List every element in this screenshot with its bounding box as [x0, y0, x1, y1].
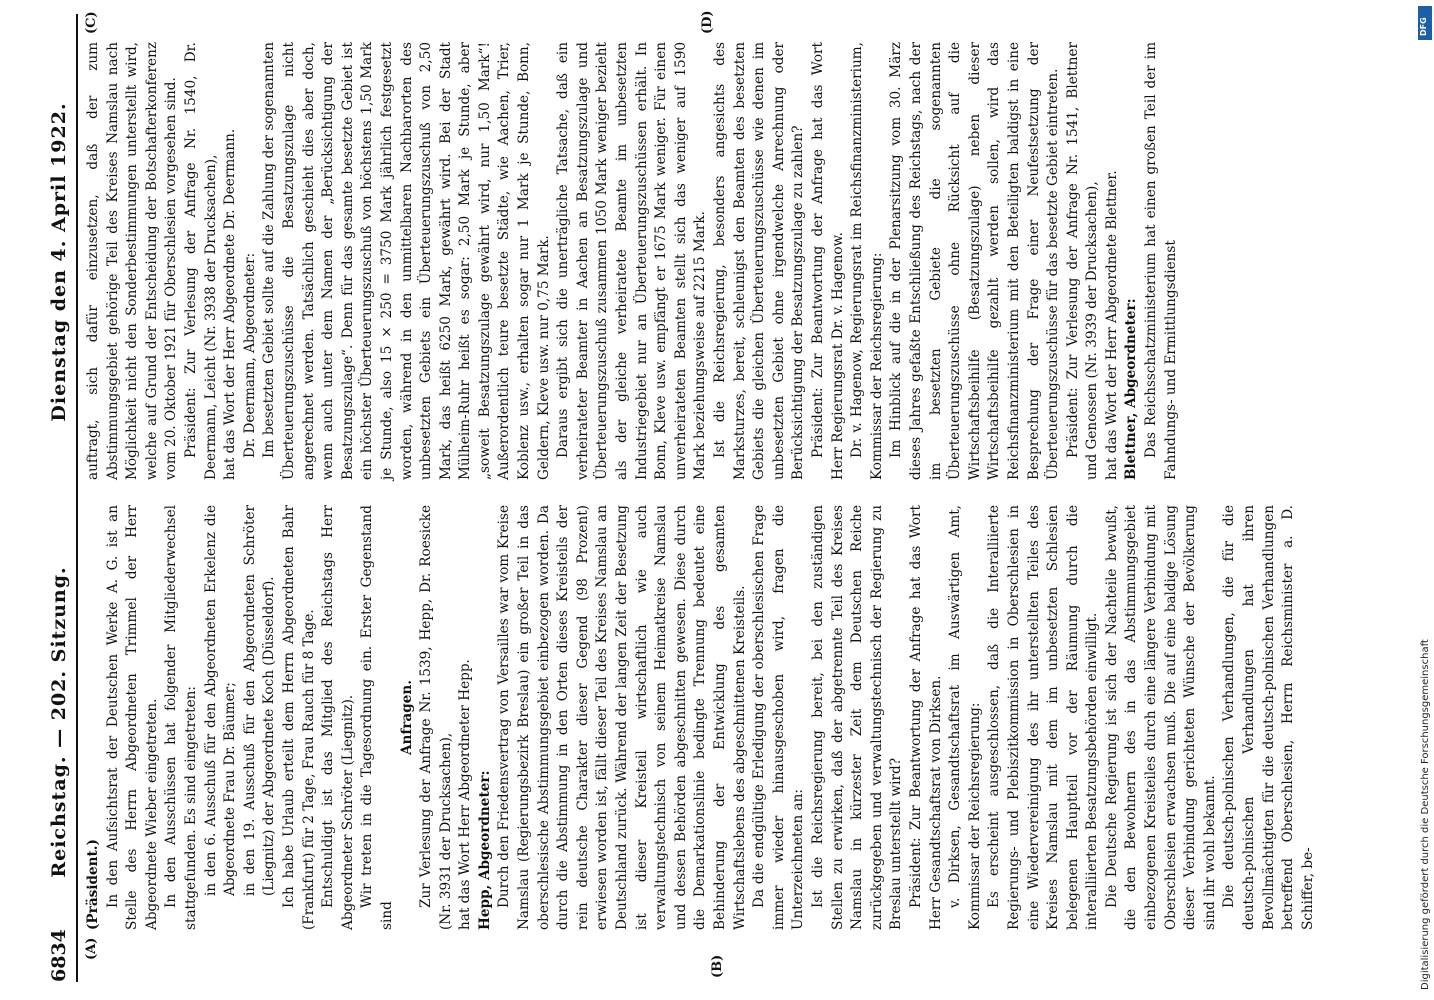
speaker-line: Blettner, Abgeordneter:	[1123, 298, 1140, 480]
paragraph: Im Hinblick auf die in der Plenarsitzung vom 30. März dieses Jahres gefaßte Entschließung des Reichstags, nach der im besetzten Gebiete die sogenannten Überteuerungszuschüsse ohne Rücksicht auf die Wirtschaftsbeihilfe (Besatzungszulage) neben dieser Wirtschaftsbeihilfe gezahlt werden sollen, wird das Reichsfinanzministerium mit den Beteiligten baldigst in eine Besprechung der Frage einer Neufestsetzung der Überteuerungszuschüsse für das besetzte Gebiet eintreten.	[888, 42, 1062, 480]
paragraph: hat das Wort der Herr Abgeordnete Blettner.	[1103, 170, 1120, 480]
credit-text: Digitalisierung gefördert durch die Deutsche Forschungsgemeinschaft	[1420, 639, 1431, 990]
paragraph: In den Ausschüssen hat folgender Mitgliederwechsel stattgefunden. Es sind eingetreten:	[163, 505, 199, 930]
margin-marker-b: (B)	[710, 954, 725, 978]
paragraph: Zur Verlesung der Anfrage Nr. 1539, Hepp, Dr. Roesicke (Nr. 3931 der Drucksachen),	[418, 505, 454, 930]
page-header	[40, 14, 78, 982]
left-text-column	[84, 505, 1316, 930]
right-text-column	[84, 42, 1209, 480]
paragraph: Daraus ergibt sich die unerträgliche Tatsache, daß ein verheirateter Beamter in Aachen an Besatzungszulage und Überteuerungszuschuß zusammen 1050 Mark weniger bezieht als der gleiche verheiratete Beamte im unbesetzten Industriegebiet nur an Überteuerungszuschüssen erhält. In Bonn, Kleve usw. empfängt er 1675 Mark weniger. Für einen unverheirateten Beamten stellt sich das weniger auf 1590 Mark beziehungsweise auf 2215 Mark.	[555, 42, 709, 480]
paragraph: Präsident: Zur Beantwortung der Anfrage hat das Wort Herr Gesandtschaftsrat von Dirksen.	[907, 505, 944, 930]
page-number: 6834	[48, 929, 70, 982]
speaker-line: Dr. Deermann, Abgeordneter:	[241, 252, 258, 458]
paragraph: in den 6. Ausschuß für den Abgeordneten Erkelenz die Abgeordnete Frau Dr. Bäumer;	[202, 505, 239, 896]
paragraph: Die Deutsche Regierung ist sich der Nachteile bewußt, die den Bewohnern des in das Abstimmungsgebiet einbezogenen Kreisteiles durch eine längere Verbindung mit Oberschlesien erwachsen muß. Die auf eine baldige Lösung dieser Verbindung gerichteten Wünsche der Bevölkerung sind ihr wohl bekannt.	[1103, 505, 1218, 930]
margin-marker-d: (D)	[700, 10, 715, 34]
digitization-credit	[1416, 0, 1434, 1000]
paragraph: Durch den Friedensvertrag von Versailles war vom Kreise Namslau (Regierungsbezirk Breslau) ein großer Teil in das oberschlesische Abstimmungsgebiet einbezogen worden. Da durch die Abstimmung in den Orten dieses Kreisteils der rein deutsche Charakter dieser Gegend (98 Prozent) erwiesen worden ist, fällt dieser Teil des Kreises Namslau an Deutschland zurück. Während der langen Zeit der Besetzung ist dieser Kreisteil wirtschaftlich wie auch verwaltungstechnisch von seinem Heimatkreise Namslau und dessen Behörden abgeschnitten gewesen. Diese durch die Demarkationslinie bedingte Trennung bedeutet eine Behinderung der Entwicklung des gesamten Wirtschaftslebens des abgeschnittenen Kreisteils.	[496, 505, 748, 930]
paragraph: In den Aufsichtsrat der Deutschen Werke A. G. ist an Stelle des Herrn Abgeordneten Trimmel der Herr Abgeordnete Wieber eingetreten.	[104, 505, 160, 930]
margin-marker-c: (C)	[84, 11, 99, 34]
paragraph: Da die endgültige Erledigung der oberschlesischen Frage immer wieder hinausgeschoben wird, fragen die Unterzeichneten an:	[751, 505, 807, 930]
dfg-logo: DFG	[1418, 6, 1432, 40]
paragraph: Die deutsch-polnischen Verhandlungen, die für die deutsch-polnischen Verhandlungen hat ihren Bevollmächtigten für die deutsch-polnischen Verhandlungen betreffend Oberschlesien, Herrn Reichsminister a. D. Schiffer, be-	[1221, 505, 1316, 930]
paragraph: Es erscheint ausgeschlossen, daß die Interalliierte Regierungs- und Plebiszitkommission in Oberschlesien in eine Wiedervereinigung des ihr unterstellten Teiles des Kreises Namslau mit dem im unbesetzten Schlesien belegenen Hauptteil vor der Räumung durch die interalliierten Besatzungsbehörden einwilligt.	[986, 505, 1101, 930]
speaker-line: Hepp, Abgeordneter:	[476, 770, 493, 930]
paragraph: Ist die Reichsregierung bereit, bei den zuständigen Stellen zu erwirken, daß der abgetrennte Teil des Kreises Namslau in kürzester Zeit dem Deutschen Reiche zurückgegeben und verwaltungstechnisch der Regierung zu Breslau unterstellt wird?	[809, 505, 905, 930]
paragraph: Ich habe Urlaub erteilt dem Herrn Abgeordneten Bahr (Frankfurt) für 2 Tage, Frau Rauch für 8 Tage.	[280, 505, 317, 930]
section-heading: Anfragen.	[398, 679, 415, 756]
paragraph: Im besetzten Gebiet sollte auf die Zahlung der sogenannten Überteuerungszuschüsse die Besatzungszulage nicht angerechnet werden. Tatsächlich geschieht dies aber doch, wenn auch unter dem Namen der „Berücksichtigung der Besatzungszulage“. Denn für das gesamte besetzte Gebiet ist ein höchster Überteuerungszuschuß von höchstens 1,50 Mark je Stunde, also 15 × 250 = 3750 Mark jährlich festgesetzt worden, während in den unmittelbaren Nachbarorten des unbesetzten Gebiets ein Überteuerungszuschuß von 2,50 Mark, das heißt 6250 Mark, gewährt wird. Bei der Stadt Mülheim-Ruhr heißt es sogar: 2,50 Mark je Stunde, aber „soweit Besatzungszulage gewährt wird, nur 1,50 Mark“! Außerordentlich teure besetzte Städte, wie Aachen, Trier, Koblenz usw., erhalten sogar nur 1 Mark je Stunde, Bonn, Geldern, Kleve usw. nur 0,75 Mark.	[261, 42, 552, 480]
speaker-continuation: (Präsident.)	[85, 839, 101, 930]
speaker-line: v. Dirksen, Gesandtschaftsrat im Auswärtigen Amt, Kommissar der Reichsregierung:	[947, 505, 983, 930]
speaker-line: Präsident: Zur Verlesung der Anfrage Nr. 1541, Blettner und Genossen (Nr. 3939 der Drucksachen),	[1064, 42, 1101, 480]
paragraph: hat das Wort Herr Abgeordneter Hepp.	[457, 659, 474, 930]
margin-marker-a: (A)	[84, 937, 99, 960]
header-left-title: Reichstag. — 202. Sitzung.	[48, 566, 70, 878]
speaker-line: Präsident: Zur Beantwortung der Anfrage hat das Wort Herr Regierungsrat Dr. v. Hagenow.	[809, 42, 846, 480]
paragraph: Wir treten in die Tagesordnung ein. Erster Gegenstand sind	[359, 505, 395, 930]
paragraph: Das Reichsschatzministerium hat einen großen Teil der im Fahndungs- und Ermittlungsdienst	[1143, 42, 1179, 480]
header-right-title: Dienstag den 4. April 1922.	[48, 102, 70, 422]
paragraph: hat das Wort der Herr Abgeordnete Dr. Deermann.	[222, 128, 239, 480]
paragraph: Ist die Reichsregierung, besonders angesichts des Marksturzes, bereit, schleunigst den Beamten des besetzten Gebiets die gleichen Überteuerungszuschüsse wie denen im unbesetzten Gebiet ohne irgendwelche Anrechnung oder Berücksichtigung der Besatzungszulage zu zahlen?	[712, 42, 807, 480]
paragraph: auftragt, sich dafür einzusetzen, daß der zum Abstimmungsgebiet gehörige Teil des Kreises Namslau nach Möglichkeit nicht den Sonderbestimmungen unterstellt wird, welche auf Grund der Entscheidung der Botschafterkonferenz vom 20. Oktober 1921 für Oberschlesien vorgesehen sind.	[85, 42, 180, 480]
paragraph: Entschuldigt ist das Mitglied des Reichstags Herr Abgeordneter Schröter (Liegnitz).	[320, 505, 356, 930]
paragraph: in den 19. Ausschuß für den Abgeordneten Schröter (Liegnitz) der Abgeordnete Koch (Düsseldorf).	[241, 505, 278, 896]
speaker-line: Dr. v. Hagenow, Regierungsrat im Reichsfinanzministerium, Kommissar der Reichsregierung:	[849, 42, 885, 480]
speaker-line: Präsident: Zur Verlesung der Anfrage Nr. 1540, Dr. Deermann, Leicht (Nr. 3938 der Drucksachen),	[182, 42, 219, 480]
